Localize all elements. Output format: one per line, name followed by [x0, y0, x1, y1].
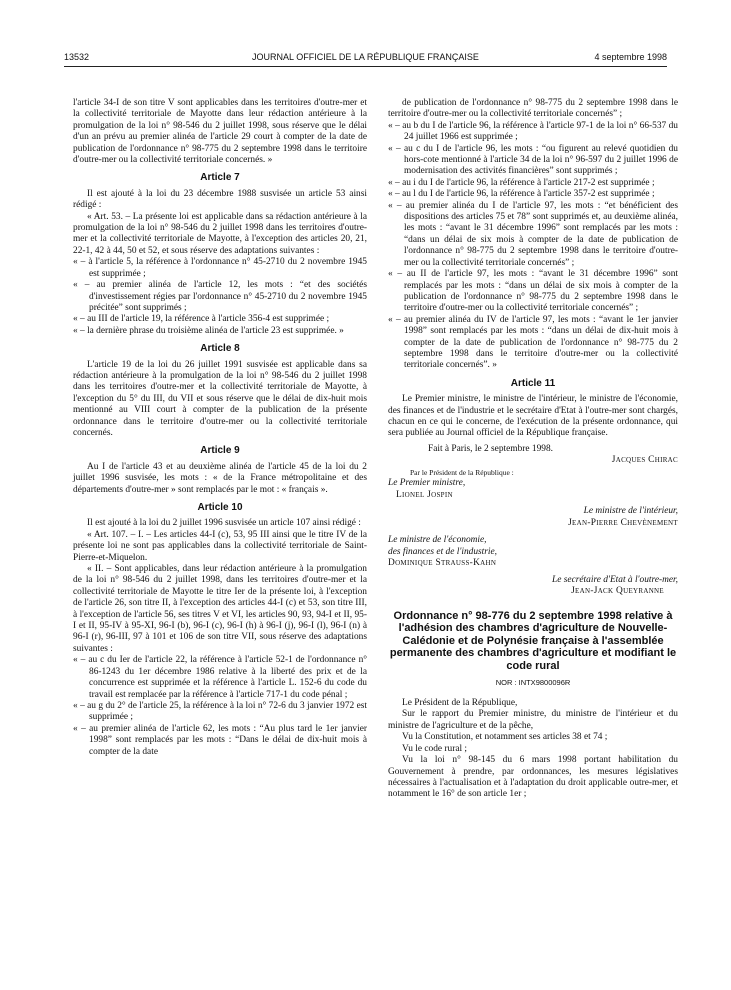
continued-paragraph: de publication de l'ordonnance n° 98-775 du 2 septembre 1998 dans le territoire d'outre-mer ou la collectivité territoriale concernés” ;: [388, 98, 678, 120]
article-11-paragraph: Le Premier ministre, le ministre de l'intérieur, le ministre de l'économie, des finances et de l'industrie et le secrétaire d'Etat à l'outre-mer sont chargés, chacun en ce qui le concerne, de l'exécution de la présente ordonnance, qui sera publiée au Journal officiel de la République française.: [388, 394, 678, 439]
president-signature: Jacques Chirac: [611, 455, 678, 466]
ordonnance-paragraph: Vu la loi n° 98-145 du 6 mars 1998 portant habilitation du Gouvernement à prendre, par ordonnances, les mesures législatives nécessaires à l'actualisation et à l'adaptation du droit applicable outre-mer, et notamment le 16° de son article 1er ;: [388, 755, 678, 800]
adaptation-item: « – au premier alinéa du I de l'article 97, les mots : “et bénéficient des dispositions des articles 75 et 78” sont supprimés et, au deuxième alinéa, les mots : “avant le 31 décembre 1996” sont remplacés par les mots : “dans un délai de six mois à compter de la date de publication de l'ordonnance n° 98-775 du 2 septembre 1998 dans le territoire d'outre-mer ou la collectivité territoriale concernés” ;: [388, 200, 678, 268]
issue-date: 4 septembre 1998: [594, 52, 667, 62]
ordonnance-paragraph: Vu la Constitution, et notamment ses articles 38 et 74 ;: [402, 732, 608, 743]
ordonnance-paragraph: Vu le code rural ;: [402, 743, 468, 754]
left-column: [73, 98, 367, 758]
article-7-heading: Article 7: [200, 172, 240, 184]
adaptation-item: « – au b du I de l'article 96, la référence à l'article 97-1 de la loi n° 66-537 du 24 juillet 1966 est supprimée ;: [388, 120, 678, 143]
adaptation-item: « – au II de l'article 97, les mots : “avant le 31 décembre 1996” sont remplacés par les mots : “dans un délai de six mois à compter de la publication de l'ordonnance n° 98-775 du 2 septembre 1998 dans le territoire d'outre-mer ou la collectivité territoriale concernés” ;: [388, 269, 678, 314]
header-rule: [64, 66, 667, 67]
right-column: [388, 98, 678, 801]
ordonnance-title: Ordonnance n° 98-776 du 2 septembre 1998 relative à l'adhésion des chambres d'agriculture de Nouvelle-Calédonie et de Polynésie française à l'assemblée permanente des chambres d'agriculture et modifiant le code rural: [389, 609, 677, 673]
nor-reference: NOR : INTX9800096R: [495, 677, 571, 687]
adaptation-item: « – au c du I de l'article 96, les mots : “ou figurent au relevé quotidien du hors-cote mentionné à l'article 34 de la loi n° 96-597 du 2 juillet 1996 de modernisation des activités financières” sont supprimés ;: [388, 143, 678, 177]
signing-date: Fait à Paris, le 2 septembre 1998.: [428, 443, 553, 454]
par-le-president: Par le Président de la République :: [410, 467, 514, 477]
article-10-heading: Article 10: [197, 502, 243, 513]
adaptation-item: « – au i du I de l'article 96, la référence à l'article 217-2 est supprimée ;: [388, 177, 655, 188]
article-10-paragraph: « Art. 107. – I. – Les articles 44-I (c), 53, 95 III ainsi que le titre IV de la présente loi ne sont pas applicables dans la collectivité territoriale de Saint-Pierre-et-Miquelon.: [73, 529, 367, 563]
article-9-heading: Article 9: [200, 445, 240, 457]
interieur-title: Le ministre de l'intérieur,: [583, 506, 678, 517]
economie-title: Le ministre de l'économie,: [388, 535, 487, 546]
article-8-paragraph: L'article 19 de la loi du 26 juillet 1991 susvisée est applicable dans sa rédaction antérieure à la promulgation de la loi n° 98-546 du 2 juillet 1998 dans les territoires d'outre-mer et la collectivité territoriale de Mayotte, à l'exception du 5° du III, du VII et sous réserve que le délai de dix-huit mois mentionné au VIII court à compter de la publication de la présente ordonnance dans le territoire d'outre-mer ou la collectivité territoriale concernés.: [73, 359, 367, 438]
intro-paragraph: l'article 34-I de son titre V sont applicables dans les territoires d'outre-mer et la collectivité territoriale de Mayotte dans leur rédaction antérieure à la promulgation de la loi n° 98-546 du 2 juillet 1998, sous réserve que le délai d'un an prévu au premier alinéa de l'article 29 court à compter de la date de publication de l'ordonnance n° 98-775 du 2 septembre 1998 dans le territoire d'outre-mer ou la collectivité territoriale concernés. »: [73, 98, 367, 166]
outremer-title: Le secrétaire d'Etat à l'outre-mer,: [552, 574, 678, 585]
article-7-paragraph: « Art. 53. – La présente loi est applicable dans sa rédaction antérieure à la promulgation de la loi n° 98-546 du 2 juillet 1998 dans les territoires d'outre-mer et la collectivité territoriale de Mayotte, à l'exception des articles 20, 21, 22-1, 42 à 44, 50 et 52, et sous réserve des adaptations suivantes :: [73, 211, 367, 256]
ordonnance-paragraph: Le Président de la République,: [402, 698, 518, 709]
pm-name: Lionel Jospin: [396, 489, 453, 500]
economie-name: Dominique Strauss-Kahn: [388, 558, 497, 569]
article-10-item: « – au c du Ier de l'article 22, la référence à l'article 52-1 de l'ordonnance n° 86-1243 du 1er décembre 1986 relative à la liberté des prix et de la concurrence est supprimée et la référence à l'article L. 152-6 du code du travail est remplacée par la référence à l'article 717-1 du code pénal ;: [73, 655, 367, 700]
interieur-name: Jean-Pierre Chevènement: [568, 517, 678, 528]
outremer-name: Jean-Jack Queyranne: [571, 586, 664, 597]
article-10-item: « – au premier alinéa de l'article 62, les mots : “Au plus tard le 1er janvier 1998” sont remplacés par les mots : “Dans le délai de dix-huit mois à compter de la date: [73, 723, 367, 757]
article-7-item: « – au premier alinéa de l'article 12, les mots : “et des sociétés d'investissement régies par l'ordonnance n° 45-2710 du 2 novembre 1945 précitée” sont supprimés ;: [73, 280, 367, 313]
article-7-item: « – la dernière phrase du troisième alinéa de l'article 23 est supprimée. »: [73, 325, 344, 336]
article-7-item: « – au III de l'article 19, la référence à l'article 356-4 est supprimée ;: [73, 314, 330, 325]
article-10-item: « – au g du 2° de l'article 25, la référence à la loi n° 72-6 du 3 janvier 1972 est supprimée ;: [73, 700, 367, 723]
economie-title: des finances et de l'industrie,: [388, 546, 498, 557]
page-header: [64, 52, 667, 66]
article-10-paragraph: Il est ajouté à la loi du 2 juillet 1996 susvisée un article 107 ainsi rédigé :: [87, 518, 361, 529]
page-number: 13532: [64, 52, 90, 62]
article-8-heading: Article 8: [200, 343, 240, 355]
journal-title: JOURNAL OFFICIEL DE LA RÉPUBLIQUE FRANÇAISE: [252, 52, 479, 62]
article-7-paragraph: Il est ajouté à la loi du 23 décembre 1988 susvisée un article 53 ainsi rédigé :: [73, 188, 367, 211]
pm-title: Le Premier ministre,: [388, 478, 466, 489]
adaptation-item: « – au premier alinéa du IV de l'article 97, les mots : “avant le 1er janvier 1998” sont remplacés par les mots : “dans un délai de dix-huit mois à compter de la date de publication de l'ordonnance n° 98-775 du 2 septembre 1998 dans le territoire d'outre-mer ou la collectivité territoriale concernés”. »: [388, 314, 678, 371]
article-9-paragraph: Au I de l'article 43 et au deuxième alinéa de l'article 45 de la loi du 2 juillet 1996 susvisée, les mots : « de la France métropolitaine et des départements d'outre-mer » sont remplacés par le mot : « français ».: [73, 461, 367, 495]
article-10-paragraph: « II. – Sont applicables, dans leur rédaction antérieure à la promulgation de la loi n° 98-546 du 2 juillet 1998, dans les territoires d'outre-mer et la collectivité territoriale de Mayotte le titre Ier de la présente loi, à l'exception de l'article 26, son titre II, à l'exception des articles 44-I (c) et 53, son titre III, à l'exception de l'article 56, ses titres V et VI, les articles 90, 93, 94-I et II, 95-I et II, 95-IV à 95-XI, 96-I (b), 96-I (c), 96-I (h) à 96-I (j), 96-I (l), 96-I (n) à 96-I (r), 96-III, 97 à 101 et 106 de son titre VII, sous réserve des adaptations suivantes :: [73, 564, 367, 654]
adaptation-item: « – au l du I de l'article 96, la référence à l'article 357-2 est supprimée ;: [388, 189, 655, 200]
article-7-item: « – à l'article 5, la référence à l'ordonnance n° 45-2710 du 2 novembre 1945 est supprimée ;: [73, 257, 367, 279]
ordonnance-paragraph: Sur le rapport du Premier ministre, du ministre de l'intérieur et du ministre de l'agriculture et de la pêche,: [388, 709, 678, 731]
article-11-heading: Article 11: [510, 377, 556, 389]
